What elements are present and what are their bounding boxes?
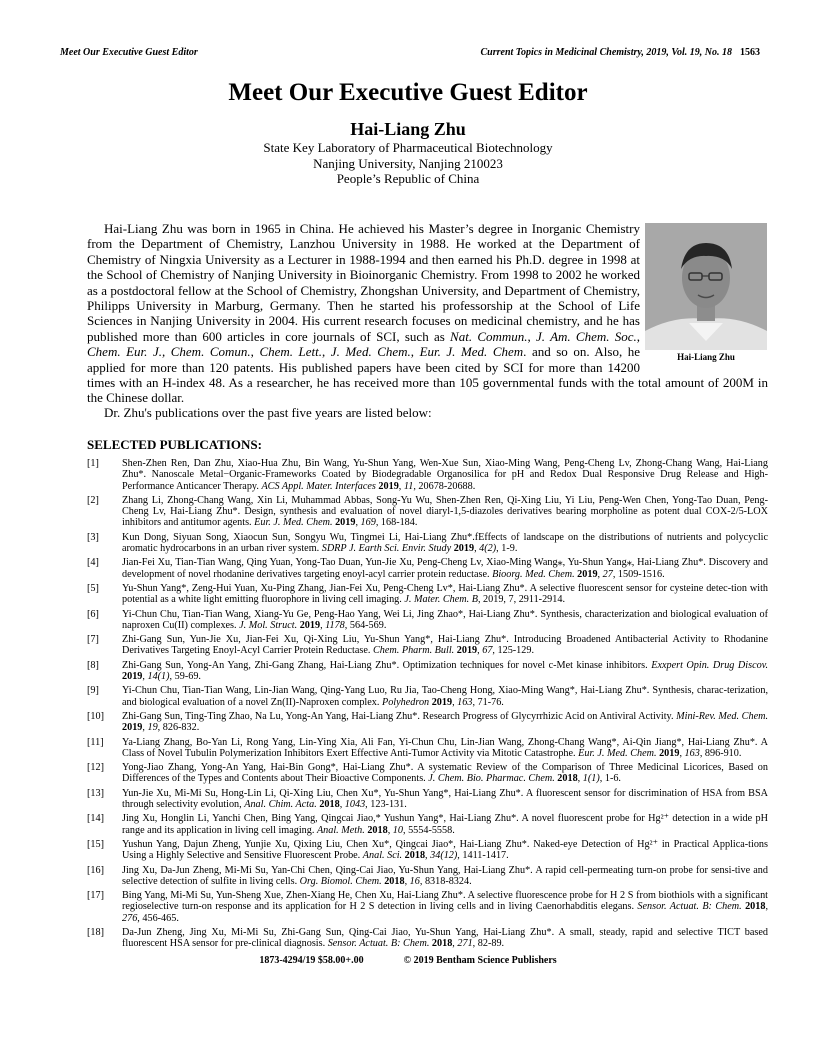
- publication-volume: 34(12): [430, 850, 458, 862]
- publication-pages: , 8318-8324.: [419, 875, 472, 887]
- publication-text: Yushun Yang, Dajun Zheng, Yunjie Xu, Qixing Liu, Chen Xu*, Qingcai Jiao*, Hai-Liang Zhu*. Naked-eye Detection of Hg²⁺ in Practical Applica-tions Using a Highly Selective and Sensitive Fluorescent Probe.: [122, 838, 768, 862]
- publication-year: 2018: [745, 901, 766, 913]
- publication-journal: Sensor. Actuat. B: Chem.: [637, 901, 742, 913]
- journal-name: Chem. Lett.: [259, 344, 323, 360]
- publication-number: [3]: [87, 531, 99, 543]
- publication-number: [14]: [87, 813, 104, 825]
- publication-journal: J. Mol. Struct.: [239, 619, 298, 631]
- publication-journal: Exxpert Opin. Drug Discov.: [651, 659, 769, 671]
- publication-year: 2019: [378, 480, 399, 492]
- footer-copyright: © 2019 Bentham Science Publishers: [403, 955, 557, 966]
- publication-pages: , 71-76.: [472, 696, 504, 708]
- publication-item: [4] Jian-Fei Xu, Tian-Tian Wang, Qing Yuan, Yong-Tao Duan, Yun-Jie Xu, Peng-Cheng Lv, Xiao-Ming Wang⁎, Yu-Shun Yang⁎, Hai-Liang Zhu*. Discovery and development of novel rhodanine derivatives targeting enoyl-acyl carrier protein reductase. Bioorg. Med. Chem. 2019, 27, 1509-1516.: [87, 557, 768, 580]
- publication-year: 2019: [577, 568, 598, 580]
- publication-journal: J. Chem. Bio. Pharmac. Chem.: [428, 773, 555, 785]
- publication-item: [6] Yi-Chun Chu, Tian-Tian Wang, Xiang-Yu Ge, Peng-Hao Yang, Wei Li, Jing Zhao*, Hai-Liang Zhu*. Synthesis, characterization and biological evaluation of naproxen Cu(II) complexes. J. Mol. Struct. 2019, 1178, 564-569.: [87, 608, 768, 631]
- publication-pages: , 1411-1417.: [457, 850, 509, 862]
- publication-volume: 16: [409, 875, 420, 887]
- publication-item: [87, 583, 768, 606]
- author-affiliation: [0, 140, 816, 187]
- journal-name: Nat. Commun.: [450, 328, 528, 344]
- publication-journal: SDRP J. Earth Sci. Envir. Study: [321, 543, 452, 555]
- section-heading: SELECTED PUBLICATIONS:: [87, 437, 262, 452]
- running-head-right: [480, 47, 760, 59]
- author-name: Hai-Liang Zhu: [350, 119, 466, 139]
- publication-text: Shen-Zhen Ren, Dan Zhu, Xiao-Hua Zhu, Bin Wang, Yu-Shun Yang, Wen-Xue Sun, Xiao-Ming Wang, Peng-Cheng Lv, Zhong-Chang Wang, Hai-Liang Zhu*. Nanoscale Metal−Organic-Frameworks Coated by Biodegradable Organosilica for pH and Redox Dual Responsive Drug Release and High-Performance Anticancer Therapy.: [122, 458, 768, 492]
- publication-item: [7] Zhi-Gang Sun, Yun-Jie Xu, Jian-Fei Xu, Qi-Xing Liu, Yu-Shun Yang*, Hai-Liang Zhu*. Introducing Broadened Antibacterial Activity to Rhodanine Derivatives Targeting Enoyl-Acyl Carrier Protein Reductase. Chem. Pharm. Bull. 2019, 67, 125-129.: [87, 634, 768, 657]
- publication-item: [9] Yi-Chun Chu, Tian-Tian Wang, Lin-Jian Wang, Qing-Yang Luo, Ru Jia, Tao-Cheng Hong, Xiao-Ming Wang*, Hai-Liang Zhu*. Synthesis, charac-terization, and biological evaluation of a novel Zn(II)-Naproxen complex. Polyhedron 2019, 163, 71-76.: [87, 685, 768, 708]
- photo-caption: Hai-Liang Zhu: [677, 352, 735, 362]
- publication-pages: , 2019, 7, 2911-2914.: [477, 594, 565, 606]
- publication-item: [3] Kun Dong, Siyuan Song, Xiaocun Sun, Songyu Wu, Tingmei Li, Hai-Liang Zhu*.fEffects of landscape on the distributions of nutrients and polycyclic aromatic hydrocarbons in an urban river system. SDRP J. Earth Sci. Envir. Study 2019, 4(2), 1-9.: [87, 531, 768, 555]
- publication-journal: Sensor. Actuat. B: Chem.: [327, 938, 430, 950]
- publication-volume: 163: [684, 747, 700, 759]
- publication-year: 2019: [456, 645, 478, 657]
- portrait-photo: [645, 223, 767, 350]
- publication-volume: 276: [122, 912, 138, 924]
- publication-journal: Anal. Sci.: [362, 850, 403, 862]
- publication-text: Jing Xu, Honglin Li, Yanchi Chen, Bing Yang, Qingcai Jiao,* Yushun Yang*, Hai-Liang Zhu*. A novel fluorescent probe for Hg²⁺ detection in a wide pH range and its application in living cell imaging.: [122, 813, 768, 836]
- journal-name: Chem. Eur. J., Chem. Comun.: [87, 344, 251, 360]
- publication-item: [8] Zhi-Gang Sun, Yong-An Yang, Zhi-Gang Zhang, Hai-Liang Zhu*. Optimization techniques for novel c-Met kinase inhibitors. Exxpert Opin. Drug Discov. 2019, 14(1), 59-69.: [87, 659, 769, 683]
- publication-pages: , 82-89.: [472, 938, 505, 950]
- publication-volume: 27: [602, 568, 613, 580]
- publication-journal: ACS Appl. Mater. Interfaces: [261, 480, 376, 492]
- publication-text: Yi-Chun Chu, Tian-Tian Wang, Lin-Jian Wang, Qing-Yang Luo, Ru Jia, Tao-Cheng Hong, Xiao-Ming Wang*, Hai-Liang Zhu*. Synthesis, charac-terization, and biological evaluation of a novel Zn(II)-Naproxen complex.: [122, 685, 768, 708]
- publication-item: [15] Yushun Yang, Dajun Zheng, Yunjie Xu, Qixing Liu, Chen Xu*, Qingcai Jiao*, Hai-Liang Zhu*. Naked-eye Detection of Hg²⁺ in Practical Applica-tions Using a Highly Selective and Sensitive Fluorescent Probe. Anal. Sci. 2018, 34(12), 1411-1417.: [87, 838, 768, 862]
- journal-citation: Current Topics in Medicinal Chemistry, 2019, Vol. 19, No. 18: [480, 47, 732, 58]
- publication-volume: 19: [147, 722, 158, 734]
- page-title: Meet Our Executive Guest Editor: [228, 79, 588, 106]
- publication-volume: 10: [392, 824, 403, 836]
- page-number: 1563: [740, 47, 760, 58]
- publication-year: 2018: [367, 824, 388, 836]
- publication-journal: Eur. J. Med. Chem.: [578, 747, 657, 759]
- publication-text: Zhi-Gang Sun, Yong-An Yang, Zhi-Gang Zhang, Hai-Liang Zhu*. Optimization techniques for novel c-Met kinase inhibitors.: [122, 659, 652, 671]
- publication-number: [8]: [87, 659, 99, 671]
- publication-pages: , 896-910.: [699, 747, 742, 759]
- publication-text: Yi-Chun Chu, Tian-Tian Wang, Xiang-Yu Ge, Peng-Hao Yang, Wei Li, Jing Zhao*, Hai-Liang Zhu*. Synthesis, characterization and biological evaluation of naproxen Cu(II) complexes.: [122, 608, 768, 631]
- journal-name: J. Am. Chem. Soc.: [536, 328, 637, 344]
- publication-year: 2018: [404, 850, 426, 862]
- footer-issn: 1873-4294/19 $58.00+.00: [259, 955, 364, 966]
- publication-item: [1] Shen-Zhen Ren, Dan Zhu, Xiao-Hua Zhu, Bin Wang, Yu-Shun Yang, Wen-Xue Sun, Xiao-Ming Wang, Peng-Cheng Lv, Zhong-Chang Wang, Hai-Liang Zhu*. Nanoscale Metal−Organic-Frameworks Coated by Biodegradable Organosilica for pH and Redox Dual Responsive Drug Release and High-Performance Anticancer Therapy. ACS Appl. Mater. Interfaces 2019, 11, 20678-20688.: [87, 458, 768, 492]
- publication-number: [10]: [87, 710, 104, 722]
- publication-item: [11] Ya-Liang Zhang, Bo-Yan Li, Rong Yang, Lin-Ying Xia, Ali Fan, Yi-Chun Chu, Lin-Jian Wang, Zhong-Chang Wang*, Ai-Qin Jiang*, Hai-Liang Zhu*. A Class of Novel Tubulin Polymerization Inhibitors Exert Effective Anti-Tumor Activity via Mitotic Catastrophe. Eur. J. Med. Chem. 2019, 163, 896-910.: [87, 736, 768, 759]
- journal-name: J. Med. Chem.: [330, 344, 411, 360]
- publication-pages: , 59-69.: [169, 671, 201, 683]
- publication-item: [10] Zhi-Gang Sun, Ting-Ting Zhao, Na Lu, Yong-An Yang, Hai-Liang Zhu*. Research Progress of Glycyrrhizic Acid on Antiviral Activity. Mini-Rev. Med. Chem. 2019, 19, 826-832.: [87, 710, 768, 734]
- publication-text: Jing Xu, Da-Jun Zheng, Mi-Mi Su, Yan-Chi Chen, Qing-Cai Jiao, Yu-Shun Yang, Hai-Liang Zhu*. A rapid cell-permeating turn-on probe for sensi-tive and selective detection of sulfite in living cells.: [122, 864, 768, 887]
- publication-text: Zhang Li, Zhong-Chang Wang, Xin Li, Muhammad Abbas, Song-Yu Wu, Shen-Zhen Ren, Qi-Xing Liu, Yi Liu, Peng-Wen Chen, Yong-Tao Duan, Peng-Cheng Lv, Hai-Liang Zhu*. Design, synthesis and evaluation of novel diaryl-1,5-diazoles derivatives bearing morpholine as potent dual COX-2/5-LOX inhibitors and antitumor agents.: [122, 494, 768, 529]
- publication-year: 2018: [431, 938, 453, 950]
- publication-volume: 1178: [325, 619, 345, 631]
- publication-volume: 271: [457, 938, 473, 950]
- publication-item: [14] Jing Xu, Honglin Li, Yanchi Chen, Bing Yang, Qingcai Jiao,* Yushun Yang*, Hai-Liang Zhu*. A novel fluorescent probe for Hg²⁺ detection in a wide pH range and its application in living cell imaging. Anal. Meth. 2018, 10, 5554-5558.: [87, 813, 768, 836]
- publication-year: 2019: [431, 696, 453, 708]
- journal-name: Eur. J. Med. Chem: [419, 344, 524, 360]
- publication-pages: , 1509-1516.: [612, 568, 665, 580]
- publication-year: 2019: [659, 747, 680, 759]
- publication-journal: Chem. Pharm. Bull.: [372, 645, 455, 657]
- publication-pages: , 826-832.: [157, 722, 200, 734]
- biography-paragraph: Hai-Liang Zhu was born in 1965 in China. He achieved his Master’s degree in Inorganic Chemistry from the Department of Chemistry, Lanzhou University in 1988. He worked at the Department of Chemistry of Ningxia University as a Lecturer in 1988-1994 and then earned his Ph.D. degree in 1998 at the School of Chemistry of Nanjing University in Bioinorganic Chemistry. From 1998 to 2002 he worked as a postdoctoral fellow at the School of Chemistry, Zhongshan University, and Department of Chemistry, Philipps University in Marburg, Germany. Then he started his professorship at the School of Life Sciences in Nanjing University in 2004. His current research focuses on medicinal chemistry, and he has published more than 600 articles in core journals of SCI, such as Nat. Commun., J. Am. Chem. Soc., Chem. Eur. J., Chem. Comun., Chem. Lett., J. Med. Chem., Eur. J. Med. Chem. and so on. Also, he applied for more than 120 patents. His published papers have been cited by SCI for more than 14200 times with an H-index 48. As a researcher, he has received more than 105 governmental funds with the total amount of 200M in the Chinese dollar.: [87, 221, 768, 406]
- publication-number: [13]: [87, 787, 104, 799]
- publication-pages: , 1-9.: [496, 543, 518, 555]
- publication-journal: Eur. J. Med. Chem.: [254, 517, 333, 529]
- publication-number: [15]: [87, 838, 104, 850]
- publication-text: Zhi-Gang Sun, Yun-Jie Xu, Jian-Fei Xu, Qi-Xing Liu, Yu-Shun Yang*, Hai-Liang Zhu*. Introducing Broadened Antibacterial Activity to Rhodanine Derivatives Targeting Enoyl-Acyl Carrier Protein Reductase.: [122, 634, 768, 657]
- publication-number: [6]: [87, 608, 99, 620]
- publication-pages: , 123-131.: [365, 799, 407, 811]
- publication-item: [12] Yong-Jiao Zhang, Yong-An Yang, Hai-Bin Gong*, Hai-Liang Zhu*. A systematic Review of the Comparison of Three Medicinal Licorices, Based on Differences of the Types and Contents about Their Bioactive Components. J. Chem. Bio. Pharmac. Chem. 2018, 1(1), 1-6.: [87, 762, 768, 785]
- footer: [0, 955, 816, 967]
- publication-volume: 163: [457, 696, 473, 708]
- publication-number: [18]: [87, 926, 104, 938]
- publications-intro: Dr. Zhu's publications over the past five years are listed below:: [104, 405, 432, 420]
- publication-text: Ya-Liang Zhang, Bo-Yan Li, Rong Yang, Lin-Ying Xia, Ali Fan, Yi-Chun Chu, Lin-Jian Wang, Zhong-Chang Wang*, Ai-Qin Jiang*, Hai-Liang Zhu*. A Class of Novel Tubulin Polymerization Inhibitors Exert Effective Anti-Tumor Activity via Mitotic Catastrophe.: [122, 736, 768, 759]
- publication-year: 2018: [557, 773, 578, 785]
- publication-volume: 67: [482, 645, 493, 657]
- publication-text: Zhi-Gang Sun, Ting-Ting Zhao, Na Lu, Yong-An Yang, Hai-Liang Zhu*. Research Progress of Glycyrrhizic Acid on Antiviral Activity.: [122, 710, 677, 722]
- publication-pages: , 1-6.: [599, 773, 621, 785]
- publication-journal: Polyhedron: [381, 696, 430, 708]
- publication-pages: , 168-184.: [375, 517, 418, 529]
- publication-text: Yun-Jie Xu, Mi-Mi Su, Hong-Lin Li, Qi-Xing Liu, Chen Xu*, Yu-Shun Yang*, Hai-Liang Zhu*. A fluorescent sensor for discrimination of HSA from BSA through selectivity evolution,: [122, 787, 768, 811]
- publication-item: [16] Jing Xu, Da-Jun Zheng, Mi-Mi Su, Yan-Chi Chen, Qing-Cai Jiao, Yu-Shun Yang, Hai-Liang Zhu*. A rapid cell-permeating turn-on probe for sensi-tive and selective detection of sulfite in living cells. Org. Biomol. Chem. 2018, 16, 8318-8324.: [87, 864, 768, 887]
- publication-number: [2]: [87, 494, 99, 506]
- publication-volume: 1043: [344, 799, 366, 811]
- affiliation-line: Nanjing University, Nanjing 210023: [313, 155, 503, 171]
- publication-number: [17]: [87, 890, 104, 902]
- portrait-photo-icon: [645, 223, 767, 350]
- publication-year: 2018: [319, 799, 340, 811]
- publication-journal: Bioorg. Med. Chem.: [492, 568, 575, 580]
- publication-number: [9]: [87, 685, 99, 697]
- publication-number: [4]: [87, 557, 99, 569]
- publication-journal: Org. Biomol. Chem.: [299, 875, 382, 887]
- publication-number: [11]: [87, 736, 104, 748]
- publication-year: 2019: [453, 543, 475, 555]
- publication-pages: , 564-569.: [344, 619, 387, 631]
- publication-journal: J. Mater. Chem. B: [404, 594, 478, 606]
- publication-year: 2019: [299, 619, 321, 631]
- publication-journal: Anal. Chim. Acta.: [244, 799, 317, 811]
- publication-year: 2019: [335, 517, 356, 529]
- publication-volume: 4(2): [479, 543, 497, 555]
- publication-number: [16]: [87, 864, 104, 876]
- affiliation-line: State Key Laboratory of Pharmaceutical Biotechnology: [263, 140, 553, 155]
- publication-text: Kun Dong, Siyuan Song, Xiaocun Sun, Songyu Wu, Tingmei Li, Hai-Liang Zhu*.fEffects of landscape on the distributions of nutrients and polycyclic aromatic hydrocarbons in an urban river system.: [122, 531, 768, 555]
- publication-pages: , 20678-20688.: [413, 480, 476, 492]
- publication-volume: 1(1): [582, 773, 600, 785]
- affiliation-line: People’s Republic of China: [336, 171, 480, 186]
- publication-pages: , 125-129.: [492, 645, 535, 657]
- publication-text: Da-Jun Zheng, Jing Xu, Mi-Mi Su, Zhi-Gang Sun, Qing-Cai Jiao, Yu-Shun Yang, Hai-Liang Zhu*. A small, steady, rapid and selective TICT based fluorescent HSA sensor for pre-clinical diagnosis.: [122, 926, 768, 950]
- publication-pages: , 456-465.: [137, 912, 179, 924]
- publication-journal: Mini-Rev. Med. Chem.: [676, 710, 768, 722]
- publication-list: [87, 458, 768, 953]
- publication-item: [17] Bing Yang, Mi-Mi Su, Yun-Sheng Xue, Zhen-Xiang He, Chen Xu, Hai-Liang Zhu*. A selective fluorescence probe for H 2 S from biothiols with a significant regioselective turn-on response and its application for H 2 S detection in living cells and in living Caenorhabditis elegans. Sensor. Actuat. B: Chem. 2018, 276, 456-465.: [87, 890, 768, 924]
- publication-text: Bing Yang, Mi-Mi Su, Yun-Sheng Xue, Zhen-Xiang He, Chen Xu, Hai-Liang Zhu*. A selective fluorescence probe for H 2 S from biothiols with a significant regioselective turn-on response and its application for H 2 S detection in living cells and in living Caenorhabditis elegans.: [122, 890, 768, 913]
- publication-text: Yong-Jiao Zhang, Yong-An Yang, Hai-Bin Gong*, Hai-Liang Zhu*. A systematic Review of the Comparison of Three Medicinal Licorices, Based on Differences of the Types and Contents about Their Bioactive Components.: [122, 762, 768, 785]
- publication-number: [7]: [87, 634, 99, 646]
- publication-volume: 14(1): [147, 671, 170, 683]
- publication-item: [13] Yun-Jie Xu, Mi-Mi Su, Hong-Lin Li, Qi-Xing Liu, Chen Xu*, Yu-Shun Yang*, Hai-Liang Zhu*. A fluorescent sensor for discrimination of HSA from BSA through selectivity evolution, Anal. Chim. Acta. 2018, 1043, 123-131.: [87, 787, 768, 811]
- publication-pages: , 5554-5558.: [402, 824, 455, 836]
- publication-volume: 11: [403, 480, 414, 492]
- publication-volume: 169: [360, 517, 376, 529]
- publication-journal: Anal. Meth.: [316, 824, 365, 836]
- publication-text: Jian-Fei Xu, Tian-Tian Wang, Qing Yuan, Yong-Tao Duan, Yun-Jie Xu, Peng-Cheng Lv, Xiao-Ming Wang⁎, Yu-Shun Yang⁎, Hai-Liang Zhu*. Discovery and development of novel rhodanine derivatives targeting enoyl-acyl carrier protein reductase.: [122, 557, 768, 580]
- publication-number: [12]: [87, 762, 104, 774]
- publication-year: 2018: [384, 875, 405, 887]
- publication-number: [1]: [87, 458, 99, 469]
- publication-number: [5]: [87, 582, 99, 594]
- running-head-left: Meet Our Executive Guest Editor: [60, 47, 198, 58]
- publication-year: 2019: [122, 671, 143, 683]
- publication-year: 2019: [122, 722, 143, 734]
- publication-item: [18] Da-Jun Zheng, Jing Xu, Mi-Mi Su, Zhi-Gang Sun, Qing-Cai Jiao, Yu-Shun Yang, Hai-Liang Zhu*. A small, steady, rapid and selective TICT based fluorescent HSA sensor for pre-clinical diagnosis. Sensor. Actuat. B: Chem. 2018, 271, 82-89.: [87, 926, 768, 950]
- publication-item: [2] Zhang Li, Zhong-Chang Wang, Xin Li, Muhammad Abbas, Song-Yu Wu, Shen-Zhen Ren, Qi-Xing Liu, Yi Liu, Peng-Wen Chen, Yong-Tao Duan, Peng-Cheng Lv, Hai-Liang Zhu*. Design, synthesis and evaluation of novel diaryl-1,5-diazoles derivatives bearing morpholine as potent dual COX-2/5-LOX inhibitors and antitumor agents. Eur. J. Med. Chem. 2019, 169, 168-184.: [87, 494, 768, 529]
- publication-text: Yu-Shun Yang*, Zeng-Hui Yuan, Xu-Ping Zhang, Jian-Fei Xu, Peng-Cheng Lv*, Hai-Liang Zhu*. A selective fluorescent sensor for cysteine detec-tion with potential as a white light emitting fluorophore in living cell imaging.: [122, 582, 768, 606]
